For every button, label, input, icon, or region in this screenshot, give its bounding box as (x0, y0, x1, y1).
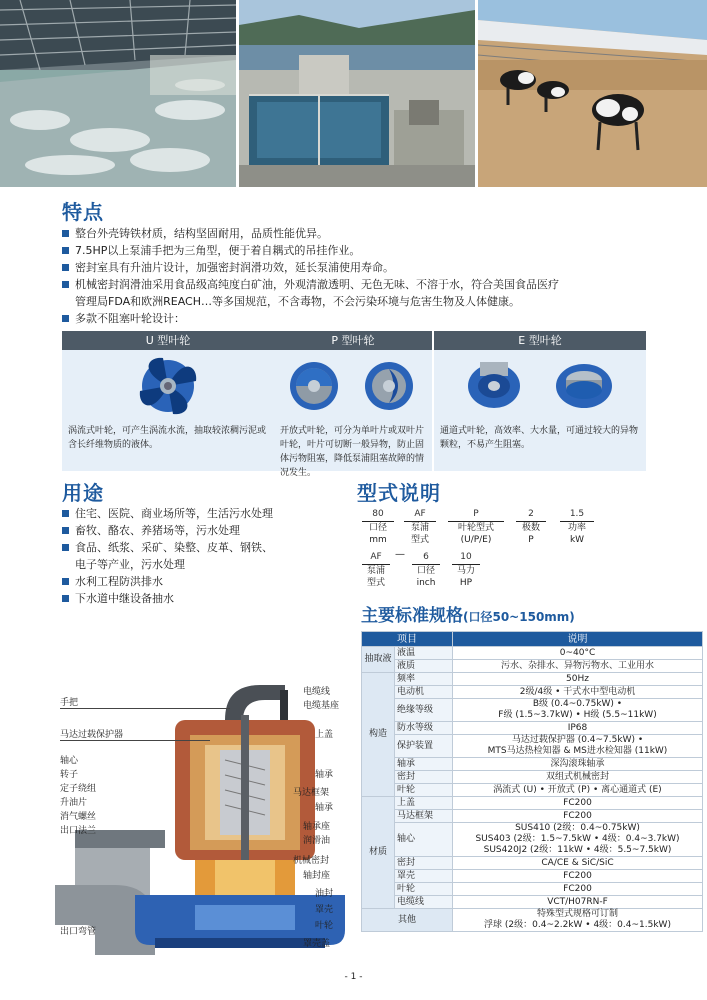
table-key: 马达框架 (395, 810, 453, 823)
pump-label-oil-lifter: 升油片 (60, 798, 88, 808)
spec-title-sub: (口径50~150mm) (463, 610, 575, 624)
table-value: 涡流式 (U) • 开放式 (P) • 离心通道式 (E) (453, 784, 703, 797)
pump-label-lube-oil: 润滑油 (303, 836, 331, 846)
list-item: 机械密封润滑油采用食品级高纯度白矿油，外观清澈透明、无色无味、不溶于水，符合美国食品医疗 (62, 276, 702, 293)
table-key: 叶轮 (395, 784, 453, 797)
table-key: 叶轮 (395, 883, 453, 896)
pump-label-overload-protector: 马达过载保护器 (60, 730, 124, 740)
table-key: 密封 (395, 771, 453, 784)
pump-label-cable-base: 电缆基座 (303, 701, 340, 711)
table-row (362, 810, 703, 823)
table-value-line: 特殊型式规格可订制 (536, 909, 618, 919)
pump-label-bearing-seat: 轴承座 (303, 822, 331, 832)
table-row (362, 758, 703, 771)
table-key: 频率 (395, 673, 453, 686)
table-row (362, 784, 703, 797)
impeller-card-title: U 型叶轮 (62, 331, 274, 350)
table-key: 轴承 (395, 758, 453, 771)
table-row (362, 870, 703, 883)
table-value-line: 马达过载保护器 (0.4~7.5kW) • (511, 735, 644, 745)
table-row (362, 823, 703, 857)
table-row (362, 771, 703, 784)
table-value-line: F级 (1.5~3.7kW) • H级 (5.5~11kW) (498, 710, 657, 720)
model-title: 型式说明 (357, 481, 441, 505)
photo-treatment-tanks (239, 0, 475, 187)
table-header-row (362, 632, 703, 647)
list-item: 密封室具有升油片设计，加强密封润滑功效，延长泵浦使用寿命。 (62, 259, 702, 276)
table-value: 2级/4级 • 干式水中型电动机 (453, 686, 703, 699)
table-value: FC200 (453, 797, 703, 810)
table-value: IP68 (453, 722, 703, 735)
table-value (453, 699, 703, 722)
table-key: 罩壳 (395, 870, 453, 883)
table-value: FC200 (453, 883, 703, 896)
impeller-card-desc: 涡流式叶轮，可产生涡流水流，抽取较浓稠污泥或含长纤维物质的液体。 (68, 426, 267, 450)
model-code-item: P 叶轮型式 (U/P/E) (448, 508, 504, 546)
table-value-line: SUS420J2 (2级：11kW • 4级：5.5~7.5kW) (483, 845, 672, 855)
table-row (362, 660, 703, 673)
table-value-line: SUS403 (2级：1.5~7.5kW • 4级：0.4~3.7kW) (475, 834, 680, 844)
pump-label-impeller: 叶轮 (315, 921, 334, 931)
pump-label-top-cover: 上盖 (315, 730, 334, 740)
pump-label-bearing: 轴承 (315, 770, 334, 780)
table-row (362, 686, 703, 699)
table-value: FC200 (453, 810, 703, 823)
pump-label-stator: 定子绕组 (60, 784, 97, 794)
table-value-line: SUS410 (2级：0.4~0.75kW) (515, 823, 640, 833)
table-key: 电动机 (395, 686, 453, 699)
table-value-line: MTS马达热检知器 & MS进水检知器 (11kW) (487, 746, 668, 756)
model-code-item: AF 泵浦 型式 (404, 508, 436, 546)
table-value (453, 823, 703, 857)
uses-list (62, 505, 352, 607)
list-item-continuation: 管理局FDA和欧洲REACH…等多国规范，不含毒物，不会污染环境与危害生物及人体健康。 (75, 295, 521, 308)
leader-line (60, 708, 230, 709)
pump-label-oil-seal: 油封 (315, 889, 334, 899)
list-item: 7.5HP以上泵浦手把为三角型，便于着自耦式的吊挂作业。 (62, 242, 702, 259)
table-value: FC200 (453, 870, 703, 883)
table-value: 污水、杂排水、异物污物水、工业用水 (453, 660, 703, 673)
table-category: 构造 (362, 673, 395, 797)
model-code-item: 1.5 功率 kW (560, 508, 594, 546)
list-item: 整台外壳铸铁材质，结构坚固耐用，品质性能优异。 (62, 225, 702, 242)
table-category: 其他 (362, 909, 453, 932)
features-list (62, 225, 702, 327)
table-row (362, 797, 703, 810)
table-row (362, 735, 703, 758)
table-row (362, 909, 703, 932)
model-code-item: 80 口径 mm (362, 508, 394, 546)
table-value-line: 浮球 (2级：0.4~2.2kW • 4级：0.4~1.5kW) (484, 920, 671, 930)
pump-label-cable: 电缆线 (303, 687, 331, 697)
leader-line (60, 740, 210, 741)
pump-label-casing-cover: 罩壳盖 (303, 939, 331, 949)
table-value: 50Hz (453, 673, 703, 686)
impeller-card-title: P 型叶轮 (274, 331, 432, 350)
table-row (362, 699, 703, 722)
list-item: 下水道中继设备抽水 (62, 590, 352, 607)
table-key: 绝缘等级 (395, 699, 453, 722)
pump-label-bearing-2: 轴承 (315, 803, 334, 813)
list-item: 多款不阻塞叶轮设计： (62, 310, 702, 327)
table-key: 上盖 (395, 797, 453, 810)
pump-label-mech-seal: 机械密封 (293, 856, 330, 866)
table-value: 0~40°C (453, 647, 703, 660)
table-value (453, 735, 703, 758)
list-item: 住宅、医院、商业场所等，生活污水处理 (62, 505, 352, 522)
impeller-card-p (274, 331, 432, 478)
pump-label-vent-screw: 消气螺丝 (60, 812, 97, 822)
pump-label-motor-frame: 马达框架 (293, 788, 330, 798)
impeller-card-desc: 开放式叶轮，可分为单叶片或双叶片叶轮，叶片可切断一般异物，防止固体污物阻塞，降低泵浦阻塞故障的情况发生。 (280, 426, 425, 478)
model-code-item: 10 马力 HP (452, 551, 480, 589)
table-value (453, 909, 703, 932)
pump-label-casing: 罩壳 (315, 905, 334, 915)
table-value: CA/CE & SiC/SiC (453, 857, 703, 870)
list-item: 食品、纸浆、采矿、染整、皮革、钢铁、 (62, 539, 352, 556)
model-code-item: 6 口径 inch (412, 551, 440, 589)
pump-label-outlet-flange: 出口法兰 (60, 826, 97, 836)
impeller-card-u (62, 331, 274, 471)
photo-dairy-farm (478, 0, 707, 187)
table-key: 电缆线 (395, 896, 453, 909)
table-key: 液温 (395, 647, 453, 660)
pump-label-shaft: 轴心 (60, 756, 79, 766)
table-row (362, 722, 703, 735)
table-category: 抽取液 (362, 647, 395, 673)
impeller-card-title: E 型叶轮 (434, 331, 646, 350)
table-header-desc: 说明 (453, 632, 703, 647)
impeller-card-e (434, 331, 646, 471)
list-item: 水利工程防洪排水 (62, 573, 352, 590)
model-code-item: AF 泵浦 型式 (362, 551, 390, 589)
table-header-item: 项目 (362, 632, 453, 647)
impeller-card-desc: 通道式叶轮，高效率、大水量，可通过较大的异物颗粒，不易产生阻塞。 (440, 426, 639, 450)
table-value: VCT/H07RN-F (453, 896, 703, 909)
table-key: 保护装置 (395, 735, 453, 758)
table-row (362, 896, 703, 909)
pump-label-seal-seat: 轴封座 (303, 871, 331, 881)
table-row (362, 673, 703, 686)
pump-label-rotor: 转子 (60, 770, 79, 780)
table-value: 双组式机械密封 (453, 771, 703, 784)
impeller-e-image (434, 350, 646, 420)
table-category: 材质 (362, 797, 395, 909)
impeller-p-image (274, 350, 432, 420)
model-code-item: 2 极数 P (516, 508, 546, 546)
spec-title (361, 601, 575, 626)
table-value-line: B级 (0.4~0.75kW) • (532, 699, 623, 709)
page-number: - 1 - (344, 972, 363, 982)
impeller-u-image (62, 350, 274, 420)
uses-title: 用途 (62, 481, 104, 505)
pump-label-handle: 手把 (60, 698, 79, 708)
table-row (362, 647, 703, 660)
table-key: 密封 (395, 857, 453, 870)
model-code-dash: — (395, 549, 405, 560)
table-value: 深沟滚珠轴承 (453, 758, 703, 771)
features-title: 特点 (62, 200, 104, 224)
spec-table (361, 631, 703, 932)
pump-label-outlet-elbow: 出口弯管 (60, 927, 97, 937)
list-item-continuation: 电子等产业，污水处理 (75, 558, 185, 571)
list-item: 畜牧、酪农、养猪场等，污水处理 (62, 522, 352, 539)
table-key: 轴心 (395, 823, 453, 857)
table-row (362, 857, 703, 870)
spec-title-main: 主要标准规格 (361, 606, 463, 626)
table-row (362, 883, 703, 896)
table-key: 液质 (395, 660, 453, 673)
table-key: 防水等级 (395, 722, 453, 735)
pump-cutaway-diagram (55, 680, 355, 955)
photo-wastewater-plant (0, 0, 236, 187)
